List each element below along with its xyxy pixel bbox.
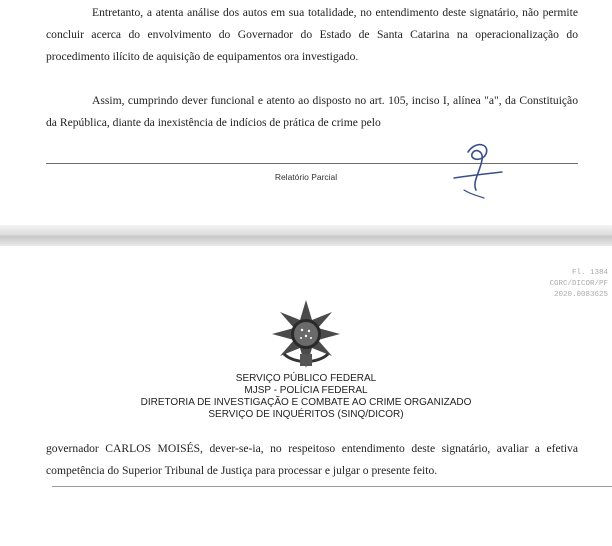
signature-initials — [446, 138, 506, 208]
header-line-3: DIRETORIA DE INVESTIGAÇÃO E COMBATE AO CRIME ORGANIZADO — [140, 397, 472, 408]
document-page-top — [0, 0, 612, 225]
page-separator — [0, 225, 612, 246]
body-paragraph-1: Entretanto, a atenta análise dos autos em sua totalidade, no entendimento deste signatário, não permite concluir acerca do envolvimento do Governador do Estado de Santa Catarina na operacionalização do procedimento ilícito de aquisição de equipamentos ora investigado. — [46, 6, 578, 63]
stamp-line-office: CGRC/DICOR/PF — [549, 280, 608, 288]
page-stamp — [549, 268, 608, 301]
body-paragraph-3: governador CARLOS MOISÉS, dever-se-ia, no respeitoso entendimento deste signatário, avaliar a efetiva competência do Superior Tribunal de Justiça para processar e julgar o presente feito. — [46, 442, 578, 477]
body-paragraph-2: Assim, cumprindo dever funcional e atento ao disposto no art. 105, inciso I, alínea "a", da Constituição da República, diante da inexistência de indícios de prática de crime pelo — [46, 94, 578, 129]
header-line-1: SERVIÇO PÚBLICO FEDERAL — [235, 373, 377, 384]
coat-of-arms-icon — [270, 298, 342, 370]
stamp-line-folio: Fl. 1384 — [571, 269, 608, 277]
document-page-bottom — [0, 246, 612, 546]
header-line-4: SERVIÇO DE INQUÉRITOS (SINQ/DICOR) — [208, 409, 404, 420]
header-line-2: MJSP - POLÍCIA FEDERAL — [244, 385, 368, 396]
stamp-line-number: 2020.0083625 — [553, 291, 608, 299]
page-footer: Relatório Parcial — [274, 172, 338, 182]
header-rule — [52, 486, 612, 487]
agency-header — [0, 373, 612, 421]
